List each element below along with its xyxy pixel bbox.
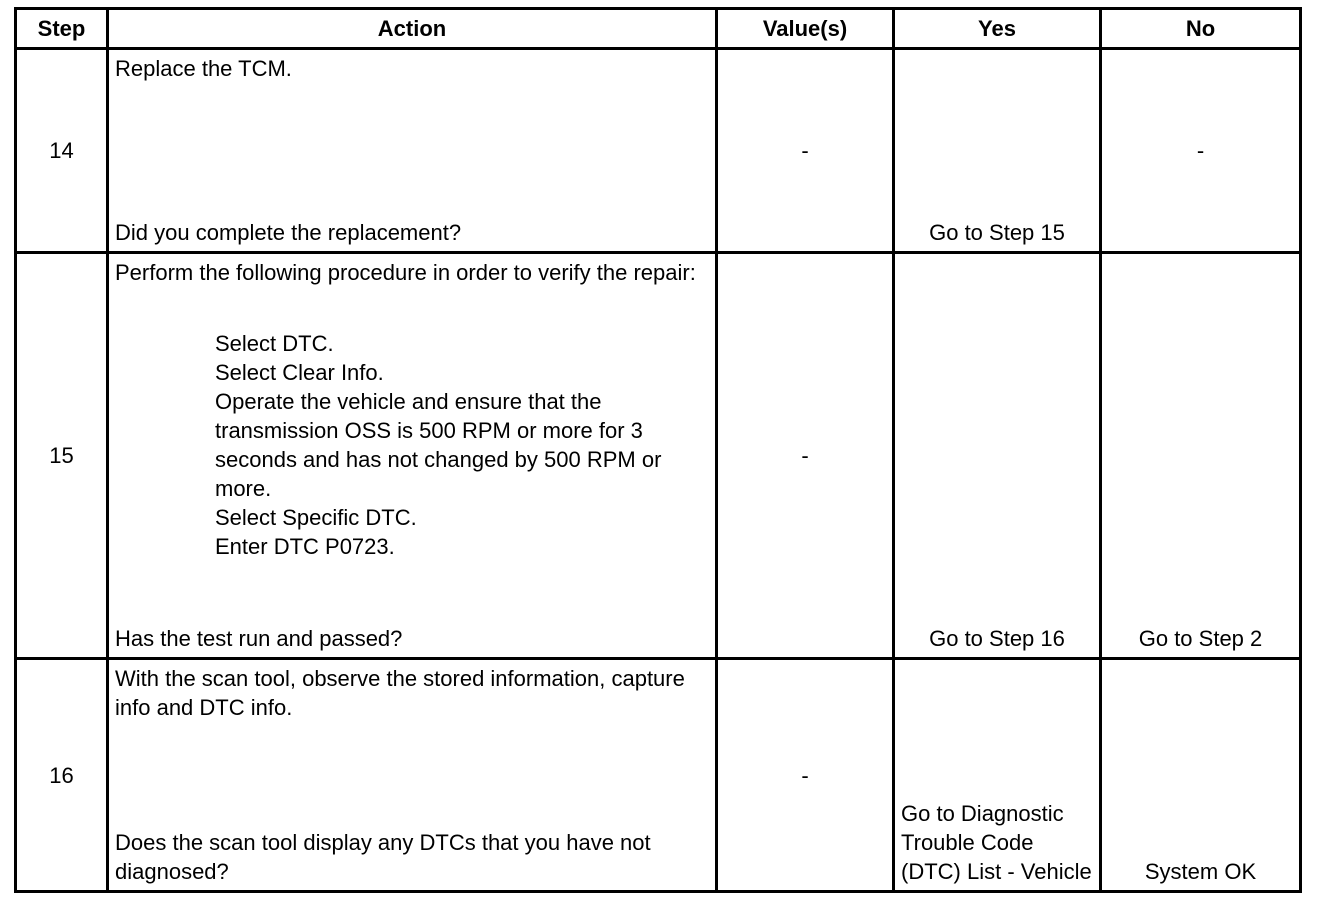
header-action: Action: [108, 9, 717, 49]
yes-cell: Go to Diagnostic Trouble Code (DTC) List - Vehicle: [894, 659, 1101, 892]
header-step: Step: [16, 9, 108, 49]
table-row: [16, 253, 1301, 659]
action-question: Has the test run and passed?: [115, 626, 403, 651]
action-intro: Replace the TCM.: [115, 56, 292, 81]
header-values: Value(s): [717, 9, 894, 49]
yes-cell: Go to Step 16: [894, 253, 1101, 659]
header-row: [16, 9, 1301, 49]
value-cell: -: [717, 253, 894, 659]
substep: Select DTC.: [215, 331, 334, 356]
action-cell: [108, 659, 717, 892]
value-cell: -: [717, 49, 894, 253]
step-number: 14: [16, 49, 108, 253]
substep: Select Specific DTC.: [215, 505, 417, 530]
action-intro: With the scan tool, observe the stored information, capture info and DTC info.: [115, 666, 685, 720]
substep-list: [215, 329, 705, 561]
table-row: [16, 49, 1301, 253]
action-cell: [108, 253, 717, 659]
substep: Enter DTC P0723.: [215, 534, 395, 559]
action-cell: [108, 49, 717, 253]
action-question: Did you complete the replacement?: [115, 220, 462, 245]
value-cell: -: [717, 659, 894, 892]
table-row: [16, 659, 1301, 892]
header-no: No: [1101, 9, 1301, 49]
substep: Operate the vehicle and ensure that the transmission OSS is 500 RPM or more for 3 seconds and has not changed by 500 RPM or more.: [215, 389, 662, 501]
header-yes: Yes: [894, 9, 1101, 49]
substep: Select Clear Info.: [215, 360, 384, 385]
diagnostic-table: [14, 7, 1302, 893]
step-number: 16: [16, 659, 108, 892]
no-cell: -: [1101, 49, 1301, 253]
no-cell: System OK: [1101, 659, 1301, 892]
action-question: Does the scan tool display any DTCs that you have not diagnosed?: [115, 830, 651, 884]
yes-cell: Go to Step 15: [894, 49, 1101, 253]
action-intro: Perform the following procedure in order to verify the repair:: [115, 260, 696, 285]
step-number: 15: [16, 253, 108, 659]
no-cell: Go to Step 2: [1101, 253, 1301, 659]
